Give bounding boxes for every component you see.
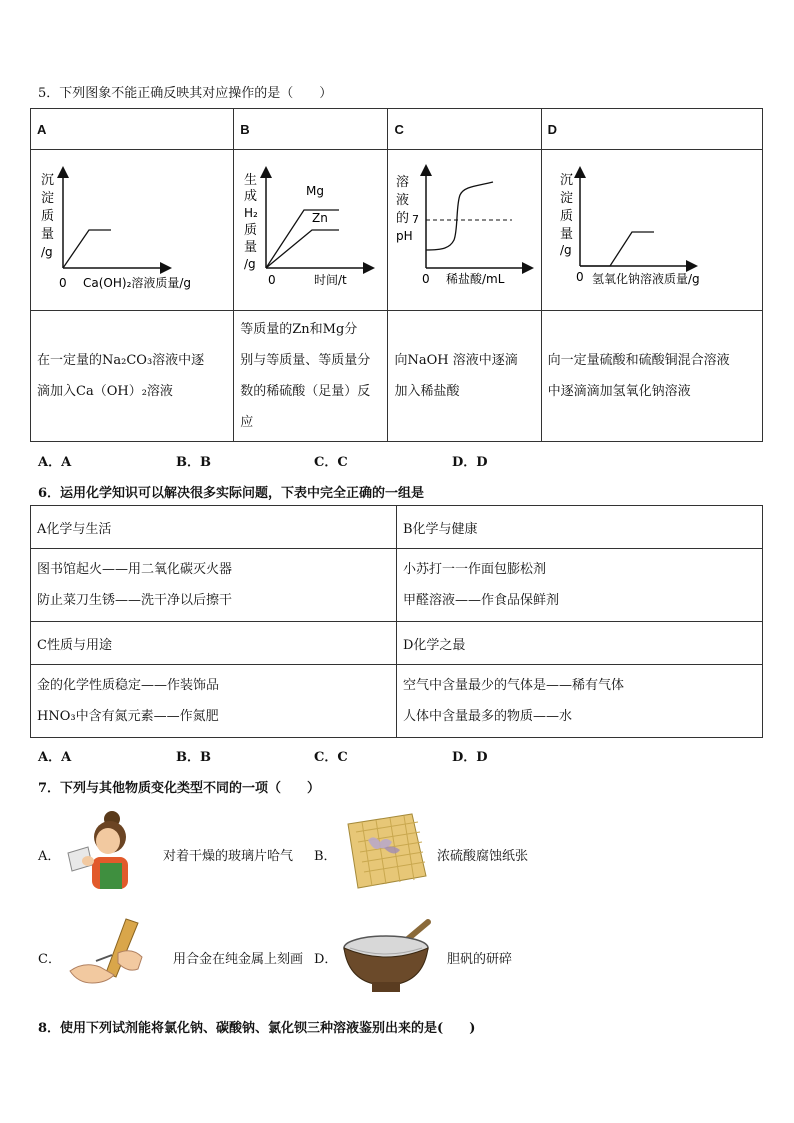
alloy-scratch-image bbox=[66, 915, 156, 990]
graph-c-curve bbox=[426, 182, 493, 250]
graph-a bbox=[31, 150, 233, 306]
graph-d-ylabel-2: 淀 bbox=[559, 191, 573, 206]
graph-c-ylabel-1: 溶 bbox=[396, 175, 410, 190]
q7-option-c-text: 用合金在纯金属上刻画 bbox=[173, 952, 304, 967]
q5-desc-c-line2: 加入稀盐酸 bbox=[394, 384, 460, 399]
graph-b bbox=[234, 150, 387, 306]
graph-d bbox=[542, 150, 762, 306]
graph-b-xlabel: 时间/t bbox=[314, 273, 348, 287]
q5-graph-d-cell bbox=[541, 150, 762, 311]
q5-desc-d bbox=[541, 311, 762, 442]
graph-b-ylabel-6: /g bbox=[244, 257, 256, 271]
q6-b-title: B化学与健康 bbox=[397, 506, 763, 549]
graph-b-origin: 0 bbox=[268, 273, 276, 287]
corroded-paper-image bbox=[340, 810, 430, 890]
graph-a-ylabel-5: /g bbox=[41, 245, 53, 259]
q5-desc-c-line1: 向NaOH 溶液中逐滴 bbox=[394, 353, 518, 368]
q5-desc-b-line1: 等质量的Zn和Mg分 bbox=[240, 322, 358, 337]
graph-a-origin: 0 bbox=[59, 276, 67, 290]
graph-a-ylabel-3: 质 bbox=[41, 209, 55, 224]
graph-d-ylabel-3: 质 bbox=[559, 209, 573, 224]
q6-c-line1: 金的化学性质稳定——作装饰品 bbox=[37, 678, 220, 693]
q7-option-b-label[interactable]: B． bbox=[314, 849, 337, 864]
graph-b-ylabel-5: 量 bbox=[244, 240, 258, 255]
q7-option-b-text: 浓硫酸腐蚀纸张 bbox=[437, 849, 529, 864]
graph-b-ylabel-3: H₂ bbox=[244, 206, 259, 220]
question-5-stem: 5．下列图象不能正确反映其对应操作的是（ ） bbox=[38, 86, 333, 101]
graph-a-ylabel-2: 淀 bbox=[41, 191, 55, 206]
q6-b-content bbox=[397, 549, 763, 622]
q6-option-a[interactable]: A．A bbox=[38, 750, 72, 765]
q5-desc-a bbox=[31, 311, 234, 442]
question-6-stem: 6．运用化学知识可以解决很多实际问题，下表中完全正确的一组是 bbox=[38, 486, 425, 501]
q5-desc-c bbox=[388, 311, 541, 442]
q7-option-a-text: 对着干燥的玻璃片哈气 bbox=[163, 849, 294, 864]
q6-d-title: D化学之最 bbox=[397, 622, 763, 665]
q5-desc-a-line2: 滴加入Ca（OH）₂溶液 bbox=[37, 384, 173, 399]
graph-b-ylabel-4: 质 bbox=[244, 223, 258, 238]
q7-option-d-text: 胆矾的研碎 bbox=[447, 952, 513, 967]
q5-table bbox=[30, 108, 763, 442]
question-7-stem: 7．下列与其他物质变化类型不同的一项（ ） bbox=[38, 781, 321, 796]
q5-graph-a-cell bbox=[31, 150, 234, 311]
q7-option-d-label[interactable]: D． bbox=[314, 952, 338, 967]
graph-c-ylabel-2: 液 bbox=[396, 193, 410, 208]
q5-option-d[interactable]: D．D bbox=[452, 455, 488, 470]
q7-option-a-label[interactable]: A． bbox=[38, 849, 61, 864]
q6-a-line1: 图书馆起火——用二氧化碳灭火器 bbox=[37, 562, 233, 577]
q5-header-b: B bbox=[234, 109, 388, 150]
q6-a-title: A化学与生活 bbox=[31, 506, 397, 549]
graph-b-ylabel-1: 生 bbox=[244, 173, 258, 188]
q5-option-a[interactable]: A．A bbox=[38, 455, 72, 470]
q5-desc-b bbox=[234, 311, 388, 442]
graph-d-ylabel-5: /g bbox=[559, 243, 572, 257]
q6-option-b[interactable]: B．B bbox=[176, 750, 211, 765]
q6-c-content bbox=[31, 665, 397, 738]
q6-d-line1: 空气中含量最少的气体是——稀有气体 bbox=[403, 678, 625, 693]
graph-c-origin: 0 bbox=[422, 272, 431, 286]
graph-b-zn-line bbox=[266, 230, 339, 268]
q6-b-line1: 小苏打一一作面包膨松剂 bbox=[403, 562, 547, 577]
q6-a-content bbox=[31, 549, 397, 622]
question-8-stem: 8．使用下列试剂能将氯化钠、碳酸钠、氯化钡三种溶液鉴别出来的是( ) bbox=[38, 1021, 476, 1036]
q5-desc-d-line2: 中逐滴滴加氢氧化钠溶液 bbox=[547, 384, 691, 399]
q5-desc-b-line4: 应 bbox=[240, 415, 254, 430]
q6-option-c[interactable]: C．C bbox=[314, 750, 348, 765]
q5-header-d: D bbox=[541, 109, 762, 150]
girl-breathing-image bbox=[62, 805, 142, 900]
q6-table bbox=[30, 505, 763, 738]
q6-a-line2: 防止菜刀生锈——洗干净以后擦干 bbox=[37, 593, 233, 608]
graph-c-ylabel-3: 的 bbox=[396, 211, 410, 226]
q6-option-d[interactable]: D．D bbox=[452, 750, 488, 765]
q6-c-title: C性质与用途 bbox=[31, 622, 397, 665]
q6-options bbox=[38, 746, 590, 765]
q6-b-line2: 甲醛溶液——作食品保鲜剂 bbox=[403, 593, 560, 608]
q5-header-a: A bbox=[31, 109, 234, 150]
graph-a-curve bbox=[63, 230, 111, 268]
graph-c-ylabel-4: pH bbox=[396, 229, 414, 243]
graph-d-curve bbox=[580, 232, 654, 266]
q5-desc-b-line2: 别与等质量、等质量分 bbox=[240, 353, 371, 368]
graph-a-ylabel-4: 量 bbox=[41, 227, 55, 242]
q6-c-line2: HNO₃中含有氮元素——作氮肥 bbox=[37, 709, 219, 724]
graph-c-seven: 7 bbox=[412, 213, 420, 226]
q6-d-line2: 人体中含量最多的物质——水 bbox=[403, 709, 573, 724]
graph-d-xlabel: 氢氧化钠溶液质量/g bbox=[591, 272, 700, 286]
q5-desc-d-line1: 向一定量硫酸和硫酸铜混合溶液 bbox=[547, 353, 730, 368]
graph-c bbox=[388, 150, 540, 306]
graph-c-xlabel: 稀盐酸/mL bbox=[446, 272, 505, 286]
graph-d-origin: 0 bbox=[575, 270, 584, 284]
q5-option-b[interactable]: B．B bbox=[176, 455, 211, 470]
mortar-pestle-image bbox=[340, 918, 435, 998]
q5-desc-a-line1: 在一定量的Na₂CO₃溶液中逐 bbox=[37, 353, 205, 368]
q5-header-c: C bbox=[388, 109, 541, 150]
q5-graph-c-cell bbox=[388, 150, 541, 311]
q5-graph-b-cell bbox=[234, 150, 388, 311]
graph-b-mg-label: Mg bbox=[306, 184, 325, 198]
graph-d-ylabel-1: 沉 bbox=[559, 173, 573, 188]
graph-b-ylabel-2: 成 bbox=[244, 189, 258, 204]
graph-d-ylabel-4: 量 bbox=[559, 227, 573, 242]
q7-option-c-label[interactable]: C． bbox=[38, 952, 61, 967]
q6-d-content bbox=[397, 665, 763, 738]
q5-option-c[interactable]: C．C bbox=[314, 455, 348, 470]
q5-options bbox=[38, 451, 590, 470]
graph-a-ylabel-1: 沉 bbox=[41, 173, 55, 188]
graph-b-zn-label: Zn bbox=[312, 211, 329, 225]
q5-desc-b-line3: 数的稀硫酸（足量）反 bbox=[240, 384, 371, 399]
graph-a-xlabel: Ca(OH)₂溶液质量/g bbox=[83, 276, 192, 290]
